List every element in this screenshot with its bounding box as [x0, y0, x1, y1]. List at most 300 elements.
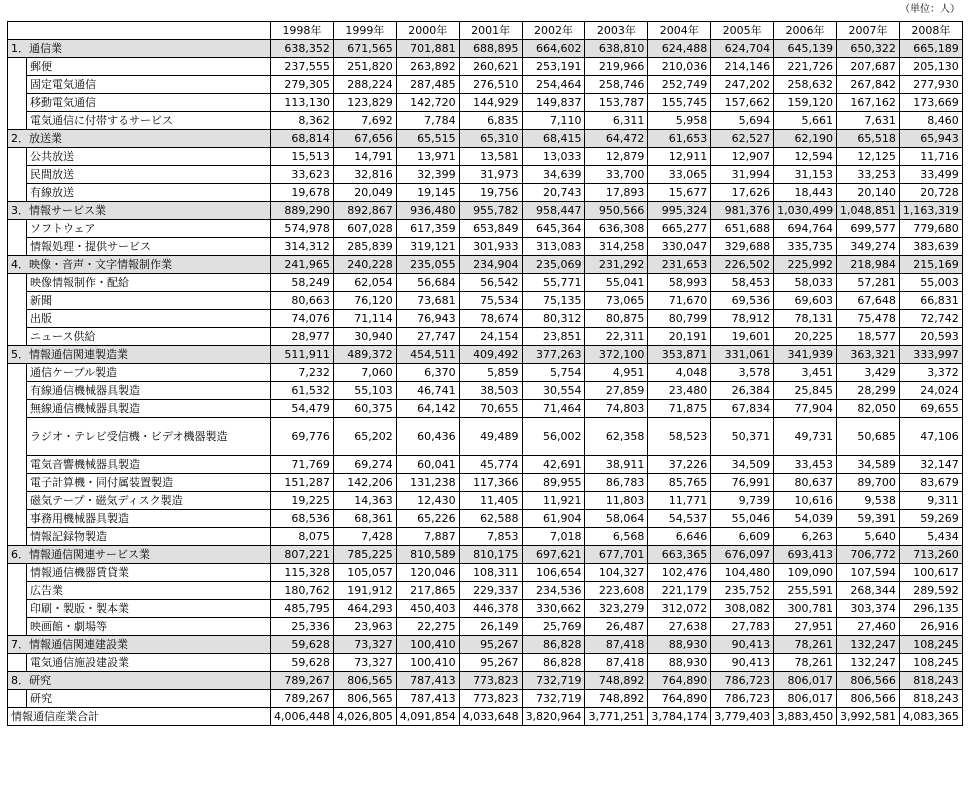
value-cell: 3,429	[837, 364, 900, 382]
value-cell: 90,413	[711, 654, 774, 672]
value-cell: 69,274	[333, 456, 396, 474]
value-cell: 258,746	[585, 76, 648, 94]
indent-cell	[8, 166, 27, 184]
row-label: 映画館・劇場等	[27, 618, 271, 636]
value-cell: 314,312	[271, 238, 334, 256]
value-cell: 88,930	[648, 654, 711, 672]
value-cell: 66,831	[899, 292, 962, 310]
value-cell: 1,030,499	[774, 202, 837, 220]
value-cell: 20,728	[899, 184, 962, 202]
table-body	[8, 40, 963, 726]
table-row	[8, 274, 963, 292]
value-cell: 59,628	[271, 654, 334, 672]
value-cell: 6,568	[585, 528, 648, 546]
value-cell: 58,033	[774, 274, 837, 292]
value-cell: 132,247	[837, 654, 900, 672]
value-cell: 818,243	[899, 690, 962, 708]
row-label: 電気音響機械器具製造	[27, 456, 271, 474]
value-cell: 73,065	[585, 292, 648, 310]
value-cell: 76,120	[333, 292, 396, 310]
table-row	[8, 238, 963, 256]
indent-cell	[8, 564, 27, 582]
value-cell: 104,480	[711, 564, 774, 582]
row-label: 有線通信機械器具製造	[27, 382, 271, 400]
value-cell: 57,281	[837, 274, 900, 292]
value-cell: 60,375	[333, 400, 396, 418]
value-cell: 664,602	[522, 40, 585, 58]
value-cell: 18,443	[774, 184, 837, 202]
value-cell: 624,488	[648, 40, 711, 58]
value-cell: 82,050	[837, 400, 900, 418]
value-cell: 12,911	[648, 148, 711, 166]
value-cell: 70,655	[459, 400, 522, 418]
value-cell: 61,653	[648, 130, 711, 148]
value-cell: 11,803	[585, 492, 648, 510]
value-cell: 38,911	[585, 456, 648, 474]
value-cell: 13,033	[522, 148, 585, 166]
table-row	[8, 690, 963, 708]
value-cell: 23,851	[522, 328, 585, 346]
year-header: 2002年	[522, 22, 585, 40]
row-label: 情報処理・提供サービス	[27, 238, 271, 256]
value-cell: 701,881	[396, 40, 459, 58]
value-cell: 27,859	[585, 382, 648, 400]
value-cell: 489,372	[333, 346, 396, 364]
indent-cell	[8, 382, 27, 400]
indent-cell	[8, 528, 27, 546]
value-cell: 85,765	[648, 474, 711, 492]
header-row	[8, 22, 963, 40]
value-cell: 115,328	[271, 564, 334, 582]
value-cell: 89,700	[837, 474, 900, 492]
table-row	[8, 364, 963, 382]
value-cell: 955,782	[459, 202, 522, 220]
value-cell: 5,640	[837, 528, 900, 546]
indent-cell	[8, 654, 27, 672]
value-cell: 981,376	[711, 202, 774, 220]
value-cell: 889,290	[271, 202, 334, 220]
value-cell: 69,603	[774, 292, 837, 310]
value-cell: 14,363	[333, 492, 396, 510]
value-cell: 773,823	[459, 690, 522, 708]
value-cell: 247,202	[711, 76, 774, 94]
value-cell: 58,249	[271, 274, 334, 292]
value-cell: 191,912	[333, 582, 396, 600]
value-cell: 65,310	[459, 130, 522, 148]
table-row	[8, 166, 963, 184]
value-cell: 7,853	[459, 528, 522, 546]
value-cell: 23,963	[333, 618, 396, 636]
value-cell: 663,365	[648, 546, 711, 564]
category-label: 1．通信業	[8, 40, 271, 58]
value-cell: 56,002	[522, 418, 585, 456]
category-row	[8, 40, 963, 58]
value-cell: 55,771	[522, 274, 585, 292]
value-cell: 49,489	[459, 418, 522, 456]
value-cell: 255,591	[774, 582, 837, 600]
value-cell: 301,933	[459, 238, 522, 256]
value-cell: 159,120	[774, 94, 837, 112]
table-row	[8, 328, 963, 346]
value-cell: 30,554	[522, 382, 585, 400]
value-cell: 218,984	[837, 256, 900, 274]
value-cell: 25,336	[271, 618, 334, 636]
value-cell: 95,267	[459, 654, 522, 672]
value-cell: 100,617	[899, 564, 962, 582]
value-cell: 806,566	[837, 672, 900, 690]
value-cell: 67,834	[711, 400, 774, 418]
value-cell: 33,700	[585, 166, 648, 184]
indent-cell	[8, 364, 27, 382]
value-cell: 279,305	[271, 76, 334, 94]
value-cell: 787,413	[396, 690, 459, 708]
value-cell: 205,130	[899, 58, 962, 76]
value-cell: 14,791	[333, 148, 396, 166]
value-cell: 19,601	[711, 328, 774, 346]
value-cell: 732,719	[522, 690, 585, 708]
value-cell: 109,090	[774, 564, 837, 582]
value-cell: 28,977	[271, 328, 334, 346]
value-cell: 645,139	[774, 40, 837, 58]
value-cell: 32,399	[396, 166, 459, 184]
table-row	[8, 400, 963, 418]
value-cell: 19,678	[271, 184, 334, 202]
value-cell: 108,245	[899, 654, 962, 672]
value-cell: 88,930	[648, 636, 711, 654]
row-label: 情報記録物製造	[27, 528, 271, 546]
value-cell: 6,263	[774, 528, 837, 546]
value-cell: 267,842	[837, 76, 900, 94]
indent-cell	[8, 58, 27, 76]
value-cell: 69,536	[711, 292, 774, 310]
indent-cell	[8, 292, 27, 310]
value-cell: 69,776	[271, 418, 334, 456]
value-cell: 18,577	[837, 328, 900, 346]
value-cell: 6,370	[396, 364, 459, 382]
value-cell: 7,887	[396, 528, 459, 546]
value-cell: 607,028	[333, 220, 396, 238]
value-cell: 699,577	[837, 220, 900, 238]
indent-cell	[8, 220, 27, 238]
year-header: 2004年	[648, 22, 711, 40]
value-cell: 20,225	[774, 328, 837, 346]
value-cell: 645,364	[522, 220, 585, 238]
employment-table	[7, 21, 963, 726]
year-header: 1998年	[271, 22, 334, 40]
value-cell: 58,523	[648, 418, 711, 456]
value-cell: 5,859	[459, 364, 522, 382]
value-cell: 15,677	[648, 184, 711, 202]
value-cell: 78,674	[459, 310, 522, 328]
row-label: 移動電気通信	[27, 94, 271, 112]
category-row	[8, 130, 963, 148]
value-cell: 3,451	[774, 364, 837, 382]
value-cell: 49,731	[774, 418, 837, 456]
value-cell: 54,039	[774, 510, 837, 528]
value-cell: 372,100	[585, 346, 648, 364]
value-cell: 65,202	[333, 418, 396, 456]
value-cell: 55,103	[333, 382, 396, 400]
value-cell: 20,191	[648, 328, 711, 346]
value-cell: 288,224	[333, 76, 396, 94]
value-cell: 45,774	[459, 456, 522, 474]
indent-cell	[8, 618, 27, 636]
row-label: 情報通信機器賃貸業	[27, 564, 271, 582]
value-cell: 86,828	[522, 636, 585, 654]
indent-cell	[8, 400, 27, 418]
value-cell: 308,082	[711, 600, 774, 618]
value-cell: 24,024	[899, 382, 962, 400]
value-cell: 277,930	[899, 76, 962, 94]
value-cell: 20,593	[899, 328, 962, 346]
value-cell: 4,083,365	[899, 708, 962, 726]
value-cell: 12,907	[711, 148, 774, 166]
value-cell: 300,781	[774, 600, 837, 618]
value-cell: 27,951	[774, 618, 837, 636]
row-label: ソフトウェア	[27, 220, 271, 238]
value-cell: 7,232	[271, 364, 334, 382]
value-cell: 155,745	[648, 94, 711, 112]
value-cell: 117,366	[459, 474, 522, 492]
value-cell: 818,243	[899, 672, 962, 690]
value-cell: 958,447	[522, 202, 585, 220]
value-cell: 221,726	[774, 58, 837, 76]
value-cell: 64,472	[585, 130, 648, 148]
value-cell: 107,594	[837, 564, 900, 582]
value-cell: 71,464	[522, 400, 585, 418]
value-cell: 61,904	[522, 510, 585, 528]
value-cell: 789,267	[271, 672, 334, 690]
value-cell: 69,655	[899, 400, 962, 418]
table-row	[8, 456, 963, 474]
value-cell: 31,973	[459, 166, 522, 184]
value-cell: 688,895	[459, 40, 522, 58]
value-cell: 773,823	[459, 672, 522, 690]
value-cell: 80,663	[271, 292, 334, 310]
value-cell: 7,784	[396, 112, 459, 130]
value-cell: 56,684	[396, 274, 459, 292]
value-cell: 225,992	[774, 256, 837, 274]
category-label: 4．映像・音声・文字情報制作業	[8, 256, 271, 274]
value-cell: 3,578	[711, 364, 774, 382]
value-cell: 20,140	[837, 184, 900, 202]
category-label: 5．情報通信関連製造業	[8, 346, 271, 364]
value-cell: 59,628	[271, 636, 334, 654]
value-cell: 409,492	[459, 346, 522, 364]
value-cell: 120,046	[396, 564, 459, 582]
row-label: 民間放送	[27, 166, 271, 184]
value-cell: 20,049	[333, 184, 396, 202]
value-cell: 26,916	[899, 618, 962, 636]
value-cell: 383,639	[899, 238, 962, 256]
category-row	[8, 672, 963, 690]
value-cell: 454,511	[396, 346, 459, 364]
value-cell: 4,951	[585, 364, 648, 382]
value-cell: 231,653	[648, 256, 711, 274]
value-cell: 86,783	[585, 474, 648, 492]
value-cell: 333,997	[899, 346, 962, 364]
value-cell: 7,631	[837, 112, 900, 130]
value-cell: 47,106	[899, 418, 962, 456]
value-cell: 786,723	[711, 672, 774, 690]
value-cell: 287,485	[396, 76, 459, 94]
value-cell: 258,632	[774, 76, 837, 94]
value-cell: 76,943	[396, 310, 459, 328]
value-cell: 61,532	[271, 382, 334, 400]
value-cell: 33,499	[899, 166, 962, 184]
value-cell: 54,479	[271, 400, 334, 418]
value-cell: 296,135	[899, 600, 962, 618]
indent-cell	[8, 582, 27, 600]
table-row	[8, 94, 963, 112]
table-row	[8, 564, 963, 582]
value-cell: 19,225	[271, 492, 334, 510]
category-row	[8, 346, 963, 364]
value-cell: 102,476	[648, 564, 711, 582]
table-row	[8, 600, 963, 618]
year-header: 2006年	[774, 22, 837, 40]
value-cell: 260,621	[459, 58, 522, 76]
value-cell: 806,566	[837, 690, 900, 708]
table-row	[8, 220, 963, 238]
indent-cell	[8, 238, 27, 256]
unit-label: （単位：人）	[900, 4, 960, 15]
value-cell: 8,362	[271, 112, 334, 130]
table-row	[8, 528, 963, 546]
value-cell: 6,311	[585, 112, 648, 130]
row-label: 公共放送	[27, 148, 271, 166]
category-row	[8, 202, 963, 220]
value-cell: 377,263	[522, 346, 585, 364]
value-cell: 12,430	[396, 492, 459, 510]
value-cell: 617,359	[396, 220, 459, 238]
category-row	[8, 636, 963, 654]
header-blank-cell	[8, 22, 271, 40]
value-cell: 10,616	[774, 492, 837, 510]
value-cell: 71,670	[648, 292, 711, 310]
table-row	[8, 184, 963, 202]
value-cell: 335,735	[774, 238, 837, 256]
value-cell: 693,413	[774, 546, 837, 564]
value-cell: 638,352	[271, 40, 334, 58]
value-cell: 3,820,964	[522, 708, 585, 726]
value-cell: 694,764	[774, 220, 837, 238]
value-cell: 149,837	[522, 94, 585, 112]
value-cell: 55,046	[711, 510, 774, 528]
category-label: 3．情報サービス業	[8, 202, 271, 220]
value-cell: 76,991	[711, 474, 774, 492]
table-row	[8, 292, 963, 310]
value-cell: 87,418	[585, 654, 648, 672]
total-row	[8, 708, 963, 726]
value-cell: 219,966	[585, 58, 648, 76]
value-cell: 289,592	[899, 582, 962, 600]
value-cell: 323,279	[585, 600, 648, 618]
value-cell: 713,260	[899, 546, 962, 564]
value-cell: 46,741	[396, 382, 459, 400]
value-cell: 78,912	[711, 310, 774, 328]
year-header: 2007年	[837, 22, 900, 40]
value-cell: 314,258	[585, 238, 648, 256]
value-cell: 78,261	[774, 636, 837, 654]
value-cell: 27,783	[711, 618, 774, 636]
indent-cell	[8, 510, 27, 528]
indent-cell	[8, 328, 27, 346]
value-cell: 5,434	[899, 528, 962, 546]
value-cell: 34,639	[522, 166, 585, 184]
value-cell: 764,890	[648, 690, 711, 708]
value-cell: 7,428	[333, 528, 396, 546]
value-cell: 9,538	[837, 492, 900, 510]
value-cell: 23,480	[648, 382, 711, 400]
value-cell: 214,146	[711, 58, 774, 76]
row-label: 印刷・製版・製本業	[27, 600, 271, 618]
indent-cell	[8, 474, 27, 492]
table-row	[8, 58, 963, 76]
value-cell: 636,308	[585, 220, 648, 238]
value-cell: 50,371	[711, 418, 774, 456]
value-cell: 26,149	[459, 618, 522, 636]
row-label: 新聞	[27, 292, 271, 310]
value-cell: 86,828	[522, 654, 585, 672]
value-cell: 32,816	[333, 166, 396, 184]
value-cell: 651,688	[711, 220, 774, 238]
value-cell: 30,940	[333, 328, 396, 346]
value-cell: 60,041	[396, 456, 459, 474]
value-cell: 33,253	[837, 166, 900, 184]
category-label: 7．情報通信関連建設業	[8, 636, 271, 654]
value-cell: 75,534	[459, 292, 522, 310]
value-cell: 464,293	[333, 600, 396, 618]
value-cell: 71,769	[271, 456, 334, 474]
value-cell: 237,555	[271, 58, 334, 76]
value-cell: 806,017	[774, 690, 837, 708]
value-cell: 624,704	[711, 40, 774, 58]
value-cell: 313,083	[522, 238, 585, 256]
value-cell: 67,648	[837, 292, 900, 310]
value-cell: 65,943	[899, 130, 962, 148]
value-cell: 806,565	[333, 672, 396, 690]
value-cell: 810,589	[396, 546, 459, 564]
value-cell: 221,179	[648, 582, 711, 600]
value-cell: 268,344	[837, 582, 900, 600]
category-label: 6．情報通信関連サービス業	[8, 546, 271, 564]
value-cell: 153,787	[585, 94, 648, 112]
value-cell: 312,072	[648, 600, 711, 618]
value-cell: 65,515	[396, 130, 459, 148]
value-cell: 789,267	[271, 690, 334, 708]
value-cell: 235,055	[396, 256, 459, 274]
year-header: 1999年	[333, 22, 396, 40]
value-cell: 223,608	[585, 582, 648, 600]
value-cell: 15,513	[271, 148, 334, 166]
value-cell: 100,410	[396, 654, 459, 672]
value-cell: 226,502	[711, 256, 774, 274]
row-label: 磁気テープ・磁気ディスク製造	[27, 492, 271, 510]
row-label: ニュース供給	[27, 328, 271, 346]
value-cell: 3,992,581	[837, 708, 900, 726]
value-cell: 4,026,805	[333, 708, 396, 726]
table-row	[8, 112, 963, 130]
table-row	[8, 310, 963, 328]
value-cell: 810,175	[459, 546, 522, 564]
value-cell: 105,057	[333, 564, 396, 582]
value-cell: 697,621	[522, 546, 585, 564]
row-label: 電子計算機・同付属装置製造	[27, 474, 271, 492]
table-row	[8, 418, 963, 456]
table-row	[8, 618, 963, 636]
value-cell: 58,453	[711, 274, 774, 292]
